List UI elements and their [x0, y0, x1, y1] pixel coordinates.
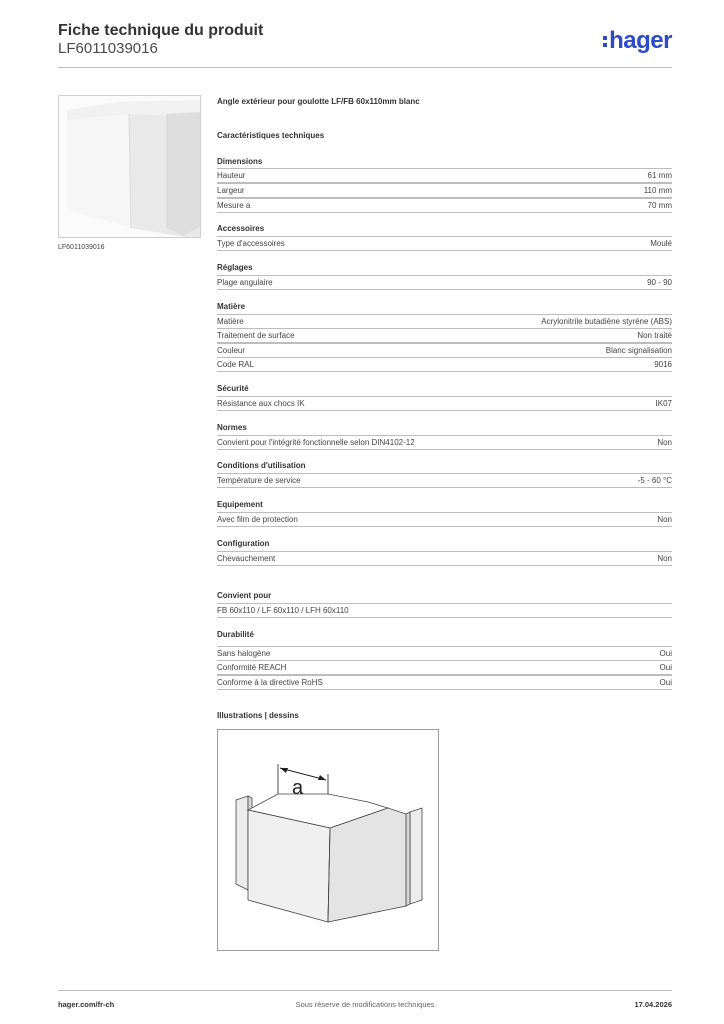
spec-label: Largeur	[217, 186, 245, 195]
section-title-equipement: Equipement	[217, 500, 263, 509]
spec-label: Résistance aux chocs IK	[217, 399, 305, 408]
section-title-durabilite: Durabilité	[217, 630, 254, 639]
technical-drawing	[217, 729, 439, 951]
section-title-configuration: Configuration	[217, 539, 270, 548]
page-title: Fiche technique du produit	[58, 22, 264, 39]
illustrations-title: Illustrations | dessins	[217, 711, 299, 720]
footer-disclaimer: Sous réserve de modifications techniques	[295, 1000, 435, 1009]
product-photo	[58, 95, 201, 238]
logo-colon-icon	[603, 34, 607, 48]
specs-heading: Caractéristiques techniques	[217, 131, 325, 140]
spec-value: 110 mm	[643, 186, 672, 195]
spec-label: Température de service	[217, 476, 301, 485]
spec-label: Sans halogène	[217, 649, 271, 658]
photo-caption: LF6011039016	[58, 244, 105, 251]
section-title-matiere: Matière	[217, 302, 246, 311]
footer-website: hager.com/fr-ch	[58, 1000, 115, 1009]
section-title-reglages: Réglages	[217, 263, 253, 272]
spec-row	[217, 675, 672, 690]
spec-row	[217, 275, 672, 290]
page-footer	[58, 990, 672, 1010]
spec-row	[217, 314, 672, 329]
spec-value: 9016	[654, 360, 672, 369]
spec-label: Conforme à la directive RoHS	[217, 678, 323, 687]
spec-row	[217, 396, 672, 411]
section-title-accessoires: Accessoires	[217, 224, 265, 233]
spec-row	[217, 343, 672, 358]
spec-value: IK07	[655, 399, 672, 408]
spec-label: Plage angulaire	[217, 278, 273, 287]
spec-value: Non	[657, 438, 672, 447]
section-title-conditions: Conditions d'utilisation	[217, 461, 306, 470]
spec-row	[217, 551, 672, 566]
spec-label: Matière	[217, 317, 244, 326]
product-reference: LF6011039016	[58, 40, 158, 57]
section-title-normes: Normes	[217, 423, 247, 432]
spec-label: Hauteur	[217, 171, 246, 180]
logo-wordmark: hager	[609, 27, 672, 54]
spec-row	[217, 603, 672, 618]
spec-label: Couleur	[217, 346, 246, 355]
spec-label: Type d'accessoires	[217, 239, 285, 248]
spec-row	[217, 168, 672, 183]
section-title-dimensions: Dimensions	[217, 157, 263, 166]
spec-value: 90 - 90	[647, 278, 672, 287]
spec-row	[217, 198, 672, 213]
spec-value: Oui	[659, 649, 672, 658]
spec-label: Traitement de surface	[217, 331, 295, 340]
spec-row	[217, 357, 672, 372]
footer-date: 17.04.2026	[634, 1000, 672, 1009]
spec-row	[217, 435, 672, 450]
spec-label: Mesure a	[217, 201, 251, 210]
spec-value: Oui	[659, 678, 672, 687]
spec-label: Code RAL	[217, 360, 254, 369]
dimension-a-label: a	[292, 777, 304, 799]
spec-label: Convient pour l'intégrité fonctionnelle selon DIN4102-12	[217, 438, 415, 447]
spec-value: Blanc signalisation	[605, 346, 672, 355]
spec-value: Oui	[659, 663, 672, 672]
spec-row	[217, 473, 672, 488]
spec-label: Conformité REACH	[217, 663, 287, 672]
section-title-convient-pour: Convient pour	[217, 591, 272, 600]
spec-row	[217, 236, 672, 251]
spec-value: Non	[657, 554, 672, 563]
spec-value: Non	[657, 515, 672, 524]
hager-logo	[603, 29, 672, 53]
spec-row	[217, 183, 672, 198]
spec-label: FB 60x110 / LF 60x110 / LFH 60x110	[217, 606, 349, 615]
spec-value: 61 mm	[647, 171, 672, 180]
spec-value: Non traité	[637, 331, 672, 340]
spec-label: Chevauchement	[217, 554, 276, 563]
spec-row	[217, 660, 672, 675]
spec-value: Moulé	[650, 239, 672, 248]
spec-row	[217, 328, 672, 343]
spec-value: Acrylonitrile butadiène styrène (ABS)	[541, 317, 672, 326]
product-name: Angle extérieur pour goulotte LF/FB 60x110mm blanc	[217, 97, 420, 106]
spec-label: Avec film de protection	[217, 515, 298, 524]
spec-row	[217, 512, 672, 527]
section-title-securite: Sécurité	[217, 384, 249, 393]
spec-value: -5 - 60 °C	[637, 476, 672, 485]
spec-row	[217, 646, 672, 661]
spec-value: 70 mm	[647, 201, 672, 210]
page-header	[58, 22, 672, 68]
